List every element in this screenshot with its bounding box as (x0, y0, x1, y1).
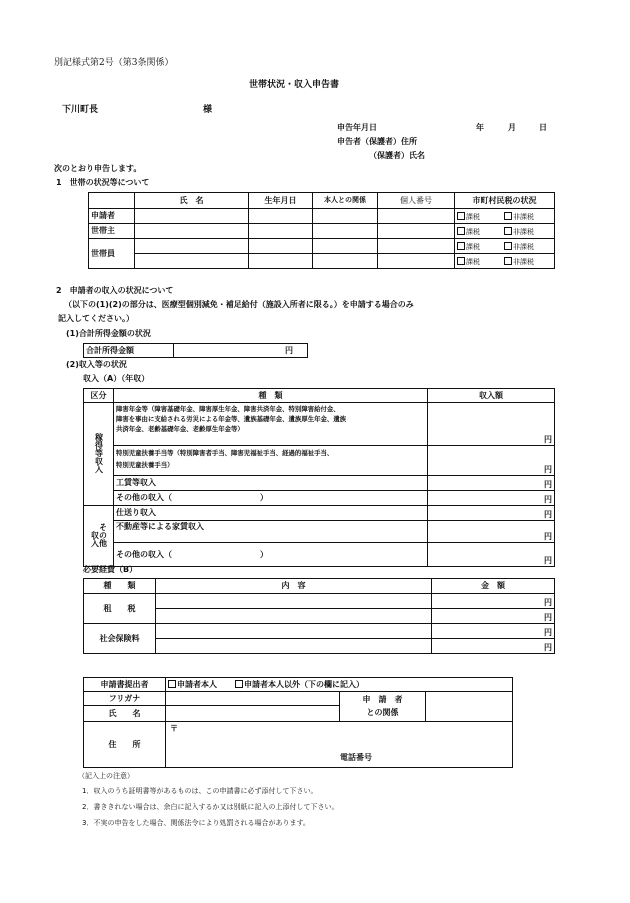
self-option-label: 申請者本人 (177, 680, 217, 689)
other-option-label: 申請者本人以外（下の欄に記入） (244, 680, 364, 689)
birthdate-cell[interactable] (249, 239, 313, 254)
nontaxable-checkbox[interactable] (504, 258, 534, 266)
my-number-cell[interactable] (378, 224, 455, 239)
rent-type: 不動産等による家賃収入 (114, 521, 428, 543)
name-label: 氏 名 (84, 706, 166, 722)
tax-status-cell (455, 209, 555, 224)
yen-unit: 円 (544, 435, 552, 444)
name-cell[interactable] (135, 209, 249, 224)
name-cell[interactable] (135, 224, 249, 239)
table-row (84, 594, 555, 609)
total-income-table (83, 343, 308, 358)
name-cell[interactable] (135, 254, 249, 269)
taxable-checkbox[interactable] (457, 213, 480, 221)
honorific: 様 (203, 105, 213, 115)
tax-label: 租 税 (84, 594, 156, 624)
nontaxable-checkbox[interactable] (504, 213, 534, 221)
table-row (84, 624, 555, 639)
expenses-b-label: 必要経費（B） (83, 565, 138, 574)
nontaxable-checkbox[interactable] (504, 243, 534, 251)
exp-col-content: 内 容 (156, 579, 432, 594)
tax-status-cell (455, 254, 555, 269)
pension-type: 障害年金等（障害基礎年金、障害厚生年金、障害共済年金、特別障害給付金、 障害を事由に支給される労災による年金等、遺族基礎年金、遺族厚生年金、遺族 共済年金、老齢基礎年金、老齢厚生年金等） (114, 403, 428, 446)
table-row (84, 692, 513, 706)
exp-col-type: 種 類 (84, 579, 156, 594)
table-row (89, 254, 555, 269)
col-amount: 収入額 (428, 389, 555, 403)
col-tax-status: 市町村民税の状況 (455, 193, 555, 209)
table-row (84, 403, 555, 446)
exp-col-amount: 金 額 (432, 579, 555, 594)
nontaxable-label: 非課税 (513, 242, 534, 251)
row-label-member: 世帯員 (89, 239, 135, 269)
submitter-options (166, 678, 513, 692)
total-income-label: 合計所得金額 (84, 344, 174, 358)
address-field[interactable] (166, 722, 513, 768)
col-relationship: 本人との関係 (313, 193, 378, 209)
other-income-type: その他の収入（ ） (114, 491, 428, 506)
taxable-checkbox[interactable] (457, 258, 480, 266)
tax-content[interactable] (156, 594, 432, 609)
applicant-address-label: 申告者（保護者）住所 (337, 137, 417, 146)
day-label: 日 (539, 123, 547, 132)
self-checkbox[interactable] (168, 680, 217, 689)
allowance-amount[interactable] (428, 446, 555, 476)
earned-income-label: 稼得等収入 (84, 403, 114, 506)
remittance-amount[interactable] (428, 506, 555, 521)
row-label-householder: 世帯主 (89, 224, 135, 239)
name-cell[interactable] (135, 239, 249, 254)
other-income-amount-2[interactable] (428, 543, 555, 567)
birthdate-cell[interactable] (249, 209, 313, 224)
birthdate-cell[interactable] (249, 254, 313, 269)
submitter-label: 申請書提出者 (84, 678, 166, 692)
name-field[interactable] (166, 706, 340, 722)
date-label: 申告年月日 (337, 123, 377, 132)
my-number-cell[interactable] (378, 239, 455, 254)
tax-amount[interactable] (432, 609, 555, 624)
other-income-amount[interactable] (428, 491, 555, 506)
tax-content[interactable] (156, 609, 432, 624)
relationship-cell[interactable] (313, 254, 378, 269)
note-item: 3．不実の申告をした場合、関係法令により処罰される場合があります。 (82, 819, 310, 827)
form-title: 世帯状況・収入申告書 (249, 80, 340, 90)
insurance-amount[interactable] (432, 639, 555, 654)
my-number-cell[interactable] (378, 254, 455, 269)
section2-note-line2: 記入してください。） (58, 314, 134, 323)
birthdate-cell[interactable] (249, 224, 313, 239)
nontaxable-label: 非課税 (513, 212, 534, 221)
table-row (84, 543, 555, 567)
wages-amount[interactable] (428, 476, 555, 491)
section2-note-line1: （以下の(1)(2)の部分は、医療型個別減免・補足給付（施設入所者に限る。）を申請する場合のみ (64, 300, 414, 309)
allowance-type: 特別児童扶養手当等（特別障害者手当、障害児福祉手当、経過的福祉手当、 特別児童扶養手当） (114, 446, 428, 476)
taxable-checkbox[interactable] (457, 243, 480, 251)
yen-unit: 円 (544, 465, 552, 474)
tax-status-cell (455, 224, 555, 239)
table-row (84, 521, 555, 543)
income-table (83, 388, 555, 567)
applicant-name-label: （保護者）氏名 (369, 151, 425, 160)
yen-unit: 円 (544, 510, 552, 519)
yen-unit: 円 (544, 480, 552, 489)
my-number-cell[interactable] (378, 209, 455, 224)
taxable-label: 課税 (466, 212, 480, 221)
table-row (84, 722, 513, 768)
pension-amount[interactable] (428, 403, 555, 446)
table-row (89, 239, 555, 254)
taxable-checkbox[interactable] (457, 228, 480, 236)
addressee: 下川町長 (62, 105, 99, 115)
col-category: 区分 (84, 389, 114, 403)
taxable-label: 課税 (466, 257, 480, 266)
nontaxable-checkbox[interactable] (504, 228, 534, 236)
furigana-label: フリガナ (84, 692, 166, 706)
other-income-type-2: その他の収入（ ） (114, 543, 428, 567)
col-birthdate: 生年月日 (249, 193, 313, 209)
yen-unit: 円 (285, 345, 293, 355)
nontaxable-label: 非課税 (513, 257, 534, 266)
note-item: 1．収入のうち証明書等があるものは、この申請書に必ず添付して下さい。 (82, 787, 318, 795)
relation-label: 申 請 者 との関係 (340, 692, 426, 722)
taxable-label: 課税 (466, 227, 480, 236)
tax-status-cell (455, 239, 555, 254)
table-row (89, 224, 555, 239)
section1-heading: 1 世帯の状況等について (56, 178, 150, 187)
other-income-category: 収入その他 (84, 506, 114, 567)
yen-unit: 円 (544, 556, 552, 565)
insurance-content[interactable] (156, 639, 432, 654)
yen-unit: 円 (544, 598, 552, 607)
row-label-applicant: 申請者 (89, 209, 135, 224)
note-item: 2．書ききれない場合は、余白に記入するか又は別紙に記入の上添付して下さい。 (82, 803, 339, 811)
table-row (89, 209, 555, 224)
yen-unit: 円 (544, 613, 552, 622)
yen-unit: 円 (544, 495, 552, 504)
insurance-amount[interactable] (432, 624, 555, 639)
relationship-cell[interactable] (313, 209, 378, 224)
yen-unit: 円 (544, 628, 552, 637)
yen-unit: 円 (544, 532, 552, 541)
submitter-table (83, 677, 513, 768)
expenses-table (83, 578, 555, 654)
form-number: 別記様式第2号（第3条関係） (54, 58, 174, 68)
phone-label: 電話番号 (340, 753, 372, 762)
table-row (84, 446, 555, 476)
table-row (84, 491, 555, 506)
rent-amount[interactable] (428, 521, 555, 543)
other-checkbox[interactable] (235, 680, 364, 689)
total-income-subheading: (1)合計所得金額の状況 (66, 329, 151, 338)
household-table (88, 192, 555, 269)
nontaxable-label: 非課税 (513, 227, 534, 236)
month-label: 月 (508, 123, 516, 132)
insurance-label: 社会保険料 (84, 624, 156, 654)
relation-field[interactable] (426, 692, 513, 722)
total-income-field[interactable] (174, 344, 308, 358)
tax-amount[interactable] (432, 594, 555, 609)
blank-header-cell (89, 193, 135, 209)
wages-type: 工賃等収入 (114, 476, 428, 491)
col-type: 種 類 (114, 389, 428, 403)
address-label: 住 所 (84, 722, 166, 768)
yen-unit: 円 (544, 643, 552, 652)
col-name: 氏 名 (135, 193, 249, 209)
postal-mark: 〒 (170, 724, 178, 733)
notes-heading: （記入上の注意） (78, 772, 134, 780)
section2-heading: 2 申請者の収入の状況について (56, 286, 174, 295)
insurance-content[interactable] (156, 624, 432, 639)
relationship-cell[interactable] (313, 239, 378, 254)
taxable-label: 課税 (466, 242, 480, 251)
intro-text: 次のとおり申告します。 (54, 164, 142, 173)
furigana-field[interactable] (166, 692, 340, 706)
relationship-cell[interactable] (313, 224, 378, 239)
table-row (84, 506, 555, 521)
remittance-type: 仕送り収入 (114, 506, 428, 521)
income-status-subheading: (2)収入等の状況 (66, 360, 127, 369)
household-header-row (89, 193, 555, 209)
year-label: 年 (476, 123, 484, 132)
income-a-label: 収入（A）（年収） (83, 374, 150, 383)
table-row (84, 476, 555, 491)
col-my-number: 個人番号 (378, 193, 455, 209)
